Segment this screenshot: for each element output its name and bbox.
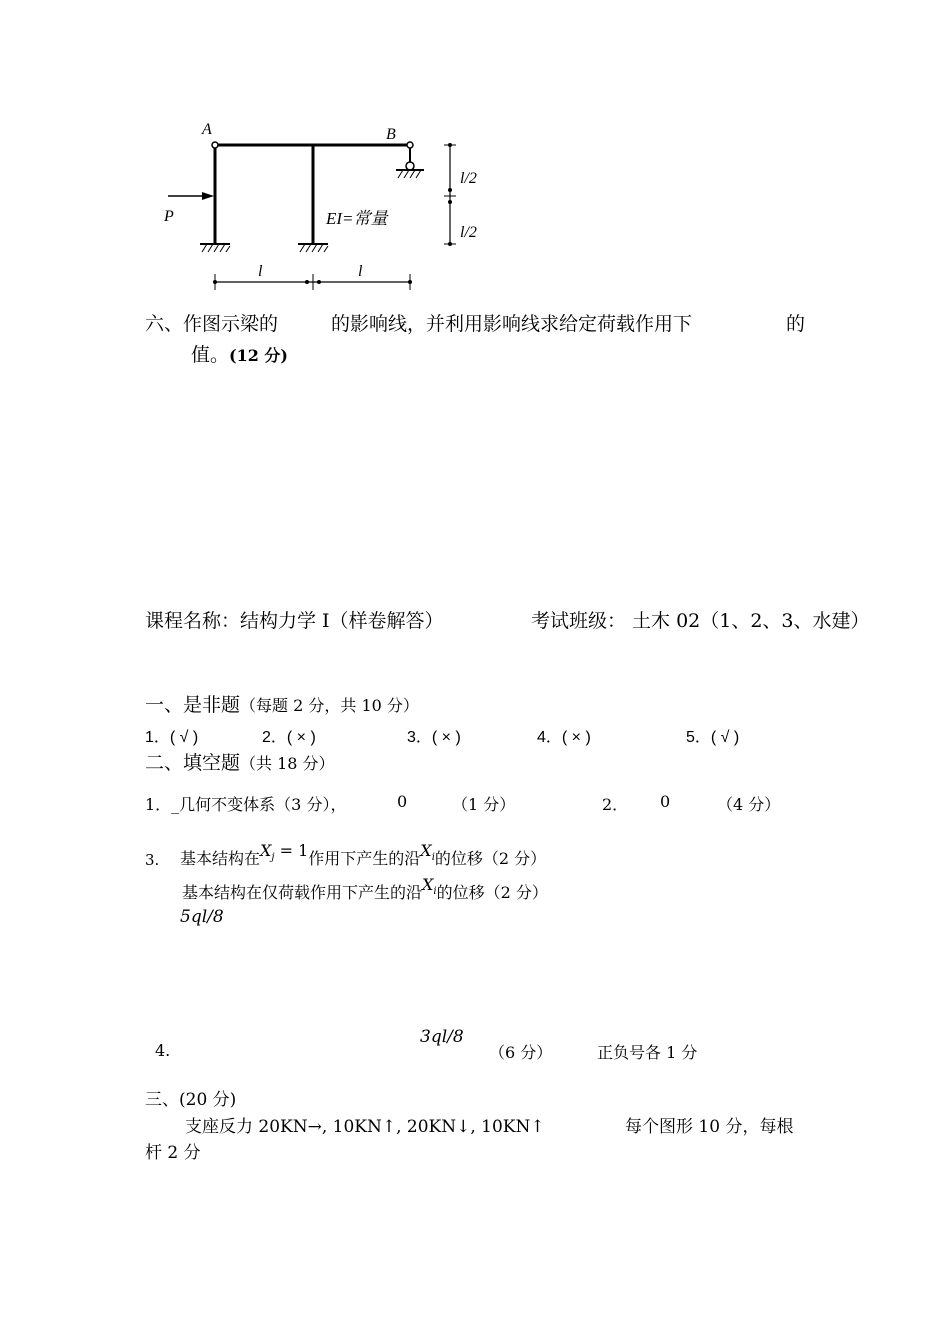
s2-answer-1-value: 0 <box>397 792 408 811</box>
exam-class: 考试班级： 土木 02（1、2、3、水建） <box>531 610 870 632</box>
q6-line1-a: 六、作图示梁的 <box>145 313 279 335</box>
symbol-xi-2 <box>422 875 437 898</box>
frame-diagram <box>150 110 510 300</box>
s2-heading <box>145 748 335 775</box>
symbol-xj <box>260 841 309 864</box>
s2-answer-2-score: （4 分） <box>717 795 781 814</box>
label-b: B <box>386 126 396 143</box>
s3-line1-note: 每个图形 10 分，每根 <box>625 1117 794 1137</box>
s2-answer-4-number: 4. <box>155 1041 171 1060</box>
label-ei: EI=常量 <box>326 209 388 228</box>
s2-answer-4-score: （6 分） <box>489 1043 553 1062</box>
course-name: 课程名称：结构力学 I（样卷解答） <box>145 610 444 632</box>
q6-line2 <box>191 340 288 367</box>
dim-w-right: l <box>358 263 363 280</box>
s3-line2: 杆 2 分 <box>145 1143 201 1163</box>
s2-answer-2-value: 0 <box>660 792 671 811</box>
symbol-xj-letter: X <box>260 841 272 860</box>
symbol-xi-2-letter: X <box>422 875 434 894</box>
q6-score: (12 分) <box>229 346 288 365</box>
s2-a3-line1-pre: 基本结构在 <box>180 849 261 868</box>
s2-answer-4-value: 3ql/8 <box>420 1027 464 1047</box>
s1-answer-2: 2．( × ) <box>262 729 316 746</box>
s2-a3-line1-end: 的位移（2 分） <box>434 849 547 868</box>
dim-w-left: l <box>258 263 263 280</box>
s2-a3-line1-post: 作用下产生的沿 <box>308 849 421 868</box>
s2-answer-1-score: （1 分） <box>452 795 516 814</box>
label-p: P <box>164 208 174 225</box>
s1-answer-5: 5．( √ ) <box>686 729 740 746</box>
q6-line1-c: 的 <box>786 313 806 335</box>
dim-h-bottom: l/2 <box>460 224 477 241</box>
s1-score: （每题 2 分，共 10 分） <box>240 696 419 715</box>
q6-line1-b: 的影响线，并利用影响线求给定荷载作用下 <box>331 313 693 335</box>
symbol-xj-sub: j <box>271 852 275 864</box>
dim-h-top: l/2 <box>460 170 477 187</box>
symbol-xi-letter: X <box>420 841 432 860</box>
q6-line2-text: 值。 <box>191 344 230 366</box>
label-a: A <box>202 121 212 138</box>
s1-title: 一、是非题 <box>145 694 241 716</box>
s3-title: 三、(20 分) <box>145 1090 237 1110</box>
symbol-eq-one: = 1 <box>279 841 309 860</box>
s1-answer-3: 3．( × ) <box>407 729 461 746</box>
s2-answer-3-number: 3. <box>145 851 160 869</box>
s3-line1: 支座反力 20KN→, 10KN↑, 20KN↓, 10KN↑ <box>185 1117 545 1137</box>
s2-score: （共 18 分） <box>240 754 335 773</box>
symbol-xi <box>420 841 435 864</box>
s2-title: 二、填空题 <box>145 752 241 774</box>
s2-answer-3-line2 <box>182 875 548 905</box>
symbol-xi-2-sub: i <box>433 886 437 898</box>
symbol-xi-sub: i <box>431 852 435 864</box>
s2-answer-3-value: 5ql/8 <box>180 907 224 927</box>
s2-answer-3-line1 <box>180 841 547 871</box>
s1-answer-4: 4．( × ) <box>537 729 591 746</box>
s1-answer-1: 1．( √ ) <box>145 729 199 746</box>
s2-a3-line2-end: 的位移（2 分） <box>436 883 548 902</box>
s2-answer-1: 1．_几何不变体系（3 分）， <box>145 795 347 814</box>
s2-a3-line2-pre: 基本结构在仅荷载作用下产生的沿 <box>182 883 423 902</box>
s2-answer-4-note: 正负号各 1 分 <box>597 1043 698 1062</box>
s2-answer-2: 2． <box>602 795 629 814</box>
s1-heading <box>145 690 419 717</box>
